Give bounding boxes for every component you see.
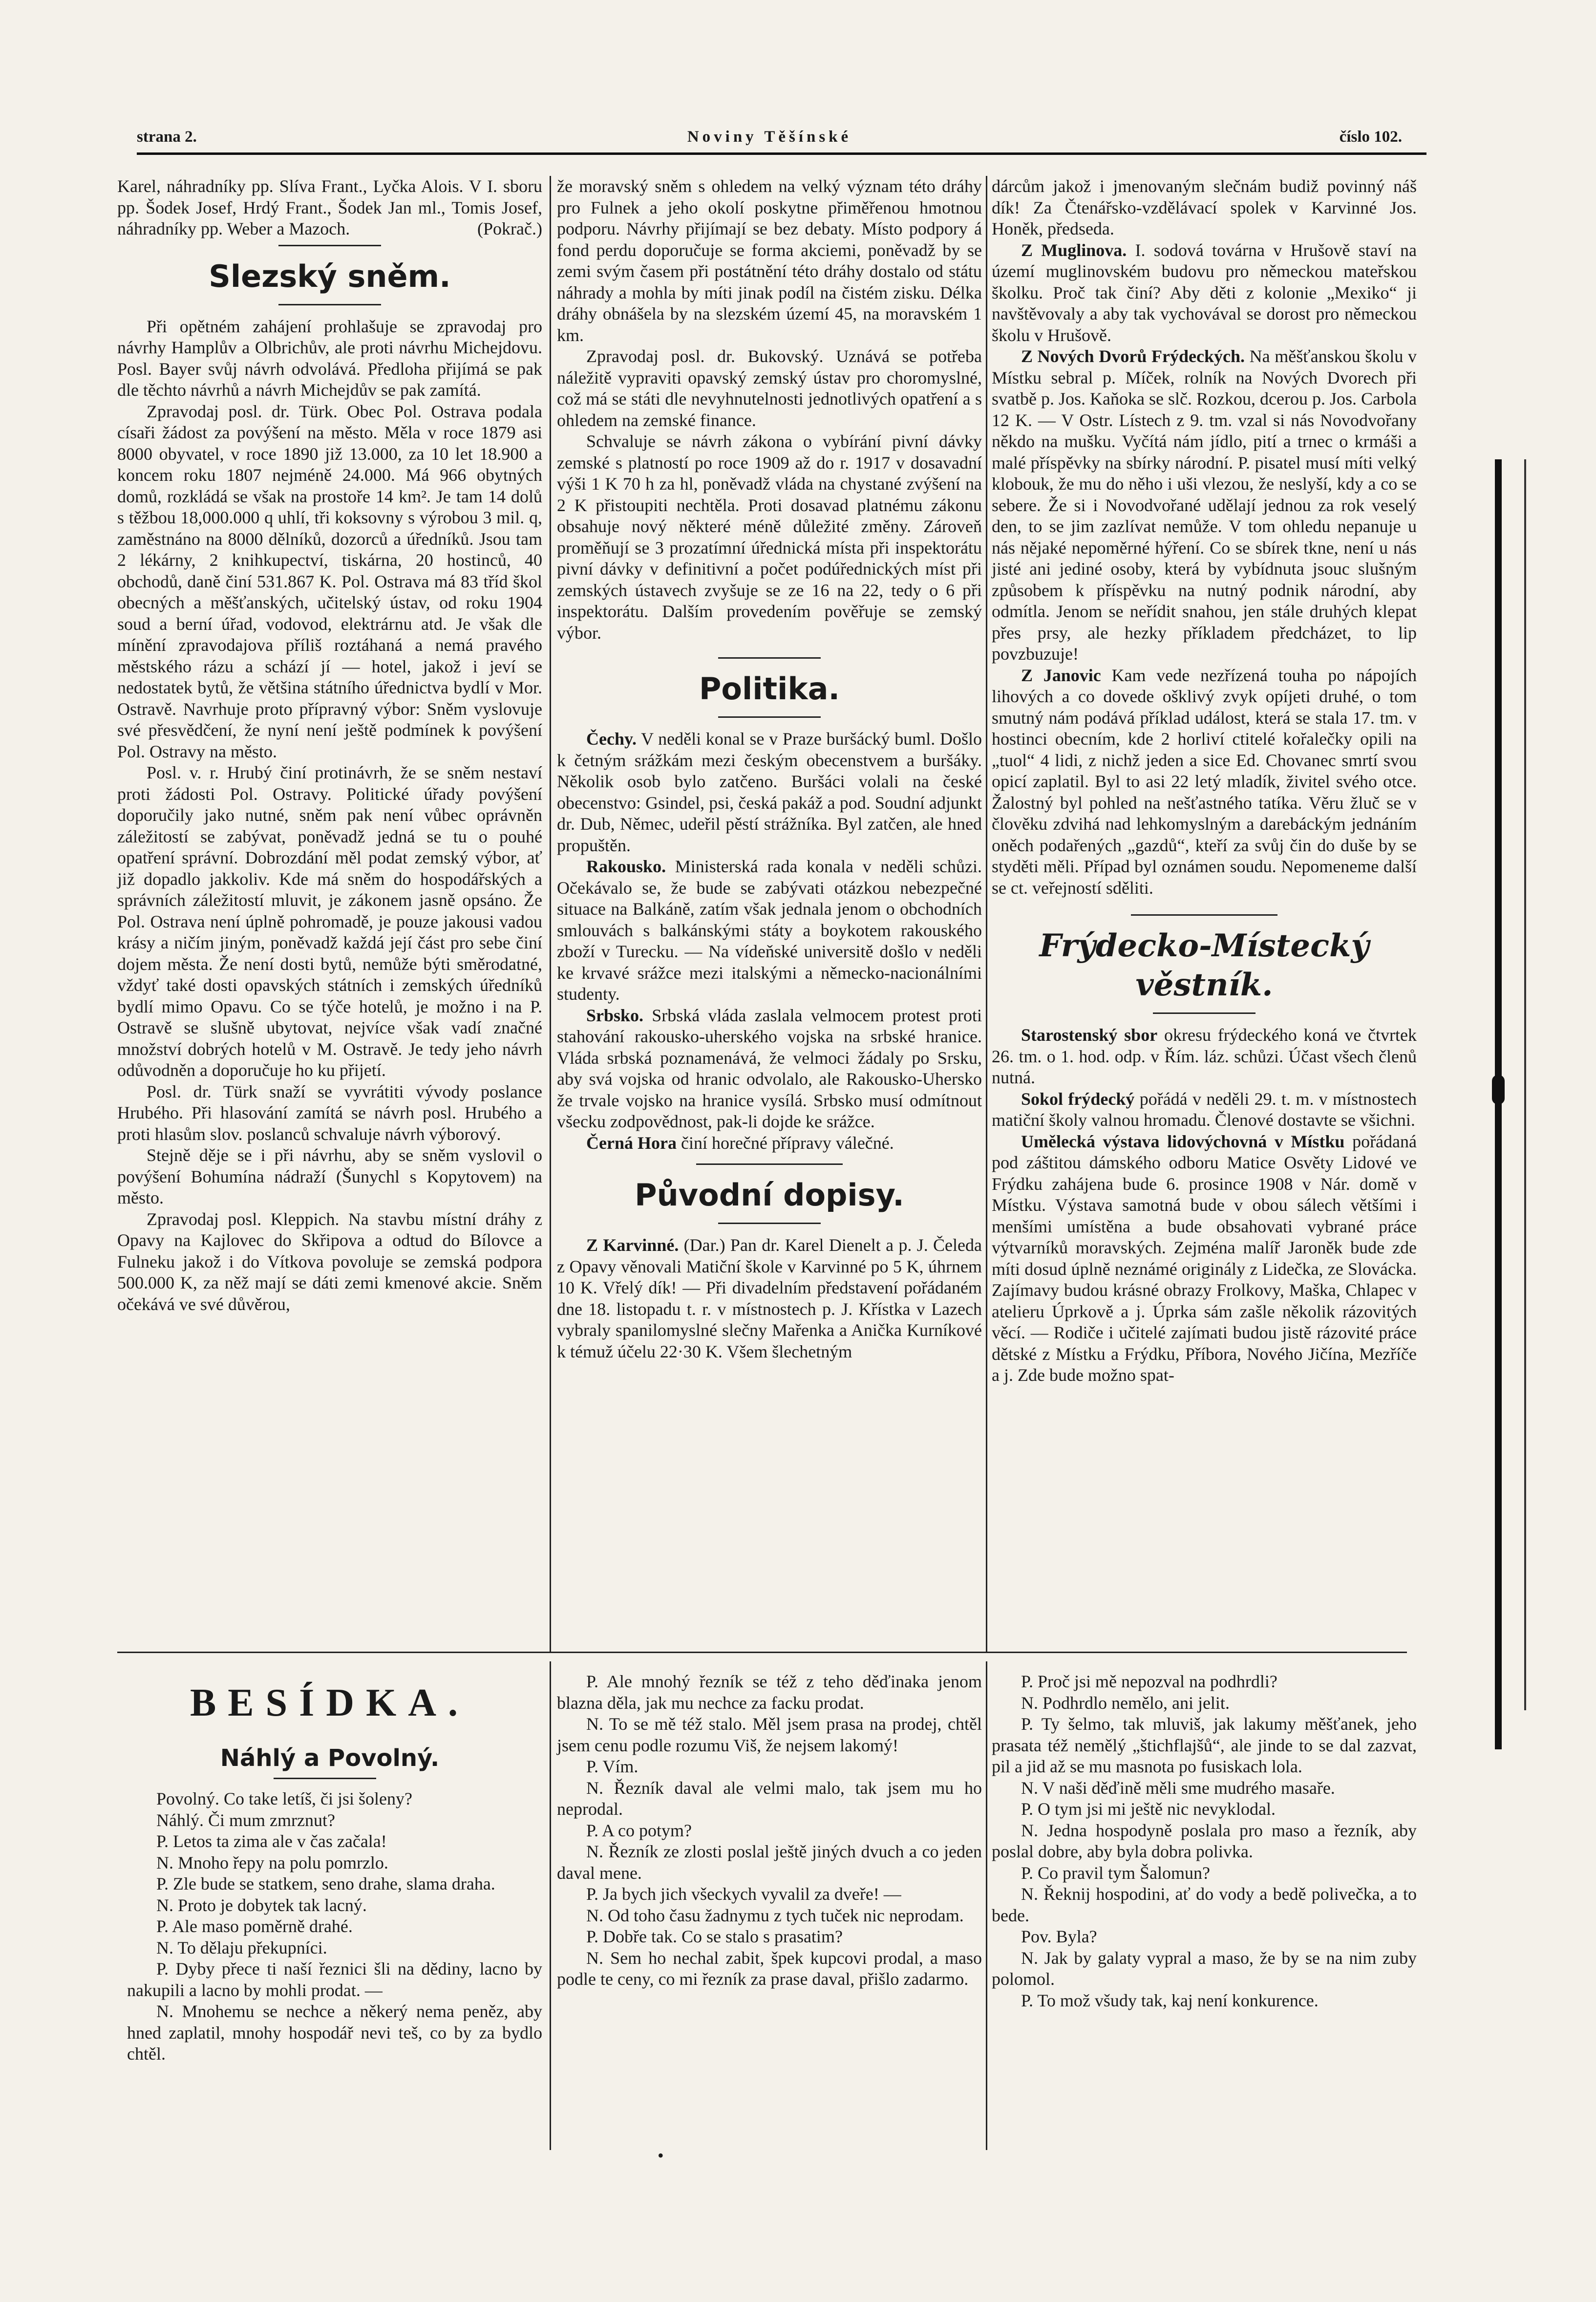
- feuilleton-rule: [117, 1652, 1407, 1653]
- dialogue-line: P. Proč jsi mě nepozval na podhrdli?: [1021, 1672, 1277, 1691]
- article-paragraph: Karel, náhradníky pp. Slíva Frant., Lyčka Alois. V I. sboru pp. Šodek Josef, Hrdý Frant., Šodek Jan ml., Tomis Josef, náhradníky pp. Weber a Mazoch. (Pokrač.): [117, 176, 542, 238]
- page-header: [137, 128, 1402, 152]
- dialogue-line: Povolný. Co take letíš, či jsi šoleny?: [156, 1789, 412, 1808]
- dialogue-line: Náhlý. Či mum zmrznut?: [156, 1810, 335, 1830]
- dialogue-line: N. Řezník ze zlosti poslal ještě jiných dvuch a co jeden daval mene.: [557, 1842, 982, 1883]
- dialogue-line: Pov. Byla?: [1021, 1927, 1097, 1946]
- section-rule: [718, 1223, 821, 1224]
- scan-edge-line: [1524, 459, 1526, 1710]
- dialogue-line: N. Od toho času žadnymu z tych tuček nic neprodam.: [586, 1905, 964, 1925]
- article-paragraph: Posl. v. r. Hrubý činí protinávrh, že se sněm nestaví proti žádosti Pol. Ostravy. Politické úřady povýšení doporučily jako nutné, sněm pak není vůbec oprávněn záležitostí se zabývat, poněvadž jedná se tu o pouhé opatření správní. Dobrozdání měl podat zemský výbor, ať již dopadlo jakkoliv. Kde má sněm do hospodářských a správních záležitostí mluvit, je zákonem jasně opsáno. Že Pol. Ostrava není úplně pohromadě, je pouze jakousi vadou krásy a ničím jiným, poněvadž každá její část pro sebe činí dojem města. Že není dosti bytů, nemůže býti směrodatné, vždyť také dosti opavských státních i zemských úředníků bydlí mimo Opavu. Co se týče hotelů, je možno i na P. Ostravě se slušně ubytovat, nejvíce však vadí značné množství dobrých hotelů v M. Ostravě. Je tedy jeho návrh odůvodněn a doporučuje ho ku přijetí.: [117, 763, 542, 1080]
- section-rule: [718, 657, 821, 659]
- dialogue-line: N. Mnohemu se nechce a někerý nema peněz, aby hned zaplatil, mnohy hospodář nevi teš, co by za bydlo chtěl.: [127, 2001, 542, 2064]
- news-item: Čechy. V neděli konal se v Praze buršácký buml. Došlo k četným srážkám mezi českým obecenstvem a buršáky. Několik osob bylo zatčeno. Buršáci volali na české obecenstvo: Gsindel, psi, česká pakáž a pod. Soudní adjunkt dr. Dub, Němec, udeřil pěstí strážníka. Byl zatčen, ale hned propuštěn.: [557, 729, 982, 855]
- section-heading-puvodni-dopisy: Původní dopisy.: [635, 1177, 904, 1213]
- column-divider: [550, 176, 551, 1652]
- column-1: [117, 176, 542, 1315]
- news-item: Umělecká výstava lidovýchovná v Místku pořádaná pod záštitou dámského odboru Matice Osvěty Lidové ve Frýdku zahájena bude 6. prosince 1908 v Nár. domě v Místku. Výstava samotná bude v obou sálech většími i menšími umístěna a bude obsahovati vybrané práce výtvarníků moravských. Zejména malíř Jaroněk bude zde míti dosud úplně neznámé originály z Lidečka, ze Slovácka. Zajímavy budou krásné obrazy Frolkovy, Maška, Chlapec v atelieru Úprkově a j. Úprka sám zašle několik rázovitých věcí. — Rodiče i učitelé zajímati budou jistě rázovité práce dětské z Místku a Frýdku, Příbora, Nového Jičína, Mezříče a j. Zde bude možno spat-: [992, 1131, 1417, 1385]
- news-item: Srbsko. Srbská vláda zaslala velmocem protest proti stahování rakousko-uherského vojska na srbské hranice. Vláda srbská poznamenává, že velmoci žádaly po Srsku, aby svá vojska od hranic odvolalo, ale Rakousko-Uhersko že trvale vojsko na hranice vysílá. Srbsko musí odmítnout všecku zodpovědnost, pak-li dojde ke srážce.: [557, 1005, 982, 1131]
- dialogue-line: P. Ale mnohý řezník se též z teho děďinaka jenom blazna děla, jak mu nechce za facku prodat.: [557, 1672, 982, 1713]
- header-rule: [137, 152, 1426, 155]
- section-heading-frydecko-mistecky-vestnik: Frýdecko-Místecký věstník.: [1039, 927, 1369, 1003]
- dialogue-line: N. To se mě též stalo. Měl jsem prasa na prodej, chtěl jsem cenu podle rozumu Viš, že nejsem lakomý!: [557, 1714, 982, 1755]
- column-3: [992, 176, 1417, 1386]
- news-item: Sokol frýdecký pořádá v neděli 29. t. m. v místnostech matiční školy valnou hromadu. Členové dostavte se všichni.: [992, 1089, 1417, 1130]
- article-paragraph: Při opětném zahájení prohlašuje se zpravodaj pro návrhy Hamplův a Olbrichův, ale proti návrhu Michejdovu. Posl. Bayer svůj návrh odvolává. Předloha přijímá se pak dle těchto návrhů a návrh Michejdův se pak zamítá.: [117, 316, 542, 400]
- dialogue-line: N. Sem ho nechal zabit, špek kupcovi prodal, a maso podle te ceny, co mi řezník za prase daval, přišlo zadarmo.: [557, 1948, 982, 1989]
- dialogue-line: P. A co potym?: [586, 1820, 692, 1840]
- dialogue-line: P. Ale maso poměrně drahé.: [156, 1916, 353, 1936]
- dialogue-line: P. To mož všudy tak, kaj není konkurence.: [1021, 1990, 1319, 2010]
- news-item: Starostenský sbor okresu frýdeckého koná ve čtvrtek 26. tm. o 1. hod. odp. v Řím. láz. schůzi. Účast všech členů nutná.: [992, 1025, 1417, 1087]
- dialogue-line: P. Dyby přece ti naší řeznici šli na dědiny, lacno by nakupili a lacno by mohli prodat. —: [127, 1959, 542, 2000]
- dialogue-line: N. Řeknij hospodini, ať do vody a bedě polivečka, a to bede.: [992, 1884, 1417, 1925]
- news-item: Černá Hora činí horečné přípravy válečné.: [586, 1133, 894, 1153]
- dialogue-line: P. Vím.: [586, 1757, 638, 1776]
- news-item: Rakousko. Ministerská rada konala v neděli schůzi. Očekávalo se, že bude se zabývati otázkou nebezpečné situace na Balkáně, zatím však jednala jenom o obchodních smlouvách s balkánskými státy a boykotem rakouského zboží v Turecku. — Na vídeňské universitě došlo v neděli ke krvavé srážce mezi italskými a německo-nacionálními studenty.: [557, 857, 982, 1004]
- dialogue-line: N. Mnoho řepy na polu pomrzlo.: [156, 1852, 388, 1872]
- news-item: Z Muglinova. I. sodová továrna v Hrušově staví na území muglinovském budovu pro německou mateřskou školku. Proč tak činí? Aby děti z kolonie „Mexiko“ ji navštěvovaly a aby tak vychovával se dorost pro německou školu v Hrušově.: [992, 240, 1417, 345]
- dialogue-column-3: [992, 1671, 1417, 2011]
- dialogue-line: P. Co pravil tym Šalomun?: [1021, 1863, 1210, 1883]
- section-rule: [696, 1163, 843, 1165]
- news-item: Z Nových Dvorů Frýdeckých. Na měšťanskou školu v Místku sebral p. Míček, rolník na Nových Dvorech při svatbě p. Jos. Kaňoka se slč. Rozkou, dcerou p. Jos. Carbola 12 K. — V Ostr. Lístech z 9. tm. vzal si nás Novodvořany někdo na mušku. Vyčítá nám jídlo, pití a trnec o krmáši a malé příspěvky na sbírky národní. P. pisatel musí míti velký klobouk, že mu do něho i uši vlezou, že neslyší, kdy a co se sebere. Že si i Novodvořané udělají jednou za rok veselý den, to se jim zazlívat nemůže. V tom ohledu nepanuje u nás nějaké nepoměrné hýření. Co se sbírek tkne, není u nás jisté ani jediné osoby, která by vybídnuta jsouc slušným způsobem k příspěvku na nutný podnik národní, aby odmítla. Jenom se neřídit snahou, jen stále druhých klepat přes prsy, ale hezky příkladem předcházet, to lip povzbuzuje!: [992, 346, 1417, 664]
- section-rule: [278, 245, 381, 246]
- page-number: strana 2.: [137, 128, 197, 146]
- dialogue-line: P. Ty šelmo, tak mluviš, jak lakumy měšťanek, jeho prasata též nemělý „štichflajšů“, ale jinde to se dal zazvat, pil a jid až se mu masnota po fusiskach lola.: [992, 1714, 1417, 1776]
- news-item: Z Janovic Kam vede nezřízená touha po nápojích lihových a co dovede ošklivý zvyk opíjeti druhé, o tom smutný nám podává příklad událost, která se stala 17. tm. v hostinci obecním, kde 2 horliví ctitelé kořalečky opili na „tuol“ 4 lidi, z nichž jeden a sice Ed. Chovanec smrtí svou opicí zaplatil. Byl to asi 22 letý mladík, živitel svého otce. Žalostný byl pohled na nešťastného tatíka. Věru žluč se v člověku zdvihá nad lehkomyslným a darebáckým jednáním oněch podařených „gazdů“, kteří za svůj čin do duše by se styděti měli. Případ byl oznámen soudu. Nepomeneme další se ct. veřejností sděliti.: [992, 665, 1417, 898]
- dialogue-line: P. Dobře tak. Co se stalo s prasatim?: [586, 1927, 843, 1946]
- column-divider: [986, 176, 987, 1652]
- issue-number: číslo 102.: [1339, 128, 1402, 146]
- masthead-title: Noviny Těšínské: [687, 128, 852, 146]
- section-rule: [1153, 1012, 1256, 1014]
- besidka-subtitle: Náhlý a Povolný.: [220, 1744, 440, 1772]
- scan-edge-bar: [1495, 459, 1502, 1749]
- dialogue-line: P. O tym jsi mi ještě nic nevyklodal.: [1021, 1799, 1276, 1819]
- article-paragraph: Schvaluje se návrh zákona o vybírání pivní dávky zemské s platností po roce 1909 až do r. 1917 v dosavadní výši 1 K 70 h za hl, poněvadž vláda na chystané zvýšení na 2 K přistoupiti nechtěla. Proti dosavad platnému zákonu obsahuje nový některé méně důležité změny. Zároveň proměňují se 3 prozatímní úřednická místa při inspektorátu pivní dávky v definitivní a počet podúřednických míst při zemských ústavech zvyšuje se ze 16 na 22, tedy o 6 při inspektorátu. Dalším provedením pověřuje se zemský výbor.: [557, 431, 982, 643]
- article-paragraph: Stejně děje se i při návrhu, aby se sněm vyslovil o povýšení Bohumína nádraží (Šunychl s Kopytovem) na město.: [117, 1145, 542, 1207]
- section-rule: [718, 716, 821, 718]
- section-rule: [278, 304, 381, 305]
- dialogue-line: N. Jak by galaty vypral a maso, že by se na nim zuby polomol.: [992, 1948, 1417, 1989]
- dialogue-line: N. Řezník daval ale velmi malo, tak jsem mu ho neprodal.: [557, 1778, 982, 1819]
- column-2: [557, 176, 982, 1362]
- dialogue-column-2: [557, 1671, 982, 1990]
- article-paragraph: Zpravodaj posl. dr. Türk. Obec Pol. Ostrava podala císaři žádost za povýšení na město. Měla v roce 1879 asi 8000 obyvatel, v roce 1890 již 13.000, za 10 let 18.900 a koncem roku 1807 nejméně 24.000. Má 966 obytných domů, rozkládá se však na prostoře 14 km². Je tam 14 dolů s těžbou 18,000.000 q uhlí, tři koksovny s výrobou 3 mil. q, zaměstnáno na 8000 dělníků, dozorců a úředníků. Jsou tam 2 lékárny, 2 knihkupectví, tiskárna, 20 hostinců, 40 obchodů, daně činí 531.867 K. Pol. Ostrava má 83 tříd škol obecných a měšťanských, učitelský ústav, od roku 1904 soud a berní úřad, vodovod, elektrárnu atd. Je však dle mínění zpravodajova příliš roztáhaná a nemá pravého městského rázu a schází jí — hotel, jakož i jeví se nedostatek bytů, že většina státního úřednictva bydlí v Mor. Ostravě. Navrhuje proto přípravný výbor: Sněm vyslovuje své přesvědčení, že nyní není ještě podmínek k povýšení Pol. Ostravy na město.: [117, 401, 542, 761]
- column-divider: [986, 1661, 987, 2150]
- article-paragraph: Posl. dr. Türk snaží se vyvrátiti vývody poslance Hrubého. Při hlasování zamítá se návrh posl. Hrubého a proti hlasům slov. poslanců schvaluje návrh výborový.: [117, 1081, 542, 1144]
- section-heading-politika: Politika.: [699, 671, 840, 707]
- besidka-title: BESÍDKA.: [190, 1681, 470, 1724]
- scan-edge-artifact: [1495, 440, 1544, 1759]
- article-paragraph: dárcům jakož i jmenovaným slečnám budiž povinný náš dík! Za Čtenářsko-vzdělávací spolek v Karvinné Jos. Honěk, předseda.: [992, 176, 1417, 238]
- bullet-icon: •: [658, 2146, 664, 2165]
- article-paragraph: Zpravodaj posl. dr. Bukovský. Uznává se potřeba náležitě vypraviti opavský zemský ústav pro choromyslné, což má se státi dle nevyhnutelnosti jednotlivých opatření a s ohledem na zemské finance.: [557, 346, 982, 430]
- dialogue-line: P. Ja bych jich všeckych vyvalil za dveře! —: [586, 1884, 901, 1904]
- section-rule: [1131, 914, 1277, 916]
- column-divider: [550, 1661, 551, 2150]
- dialogue-line: P. Zle bude se statkem, seno drahe, slama draha.: [156, 1874, 495, 1893]
- article-paragraph: že moravský sněm s ohledem na velký význam této dráhy pro Fulnek a jeho okolí poskytne přiměřenou hmotnou podporu. Návrhy přijímají se bez debaty. Místo podpory á fond perdu doporučuje se forma akciemi, poněvadž by se zemi svým časem při postátnění této dráhy dostalo od státu náhrady a mohla by míti jinak podíl na čistém zisku. Délka dráhy obnášela by na slezském území 45, na moravském 1 km.: [557, 176, 982, 345]
- article-paragraph: Zpravodaj posl. Kleppich. Na stavbu místní dráhy z Opavy na Kajlovec do Skřipova a odtud do Bílovce a Fulneku jakož i do Vítkova povoluje se zemská podpora 500.000 K, za něž mají se dáti zemi kmenové akcie. Sněm očekává ve své důvěrou,: [117, 1209, 542, 1314]
- dialogue-line: N. V naši děďině měli sme mudrého masaře.: [1021, 1778, 1335, 1798]
- news-item: Z Karvinné. (Dar.) Pan dr. Karel Dienelt a p. J. Čeleda z Opavy věnovali Matiční škole v Karvinné po 5 K, úhrnem 10 K. Vřelý dík! — Při divadelním představení pořádaném dne 18. listopadu t. r. v místnostech p. J. Křístka v Lazech vybraly spanilomyslné slečny Mařenka a Anička Kurníkové k témuž účelu 22·30 K. Všem šlechetným: [557, 1235, 982, 1361]
- section-heading-slezsky-snem: Slezský sněm.: [209, 258, 451, 294]
- dialogue-column-1: [127, 1788, 542, 2065]
- dialogue-line: N. Proto je dobytek tak lacný.: [156, 1895, 367, 1915]
- section-rule: [274, 1778, 376, 1779]
- dialogue-line: P. Letos ta zima ale v čas začala!: [156, 1831, 387, 1851]
- dialogue-line: N. Jedna hospodyně poslala pro maso a řezník, aby poslal dobre, aby byla dobra polivka.: [992, 1820, 1417, 1861]
- dialogue-line: N. To dělaju překupníci.: [156, 1937, 327, 1958]
- scan-edge-mark: [1492, 1075, 1505, 1104]
- dialogue-line: N. Podhrdlo nemělo, ani jelit.: [1021, 1693, 1230, 1713]
